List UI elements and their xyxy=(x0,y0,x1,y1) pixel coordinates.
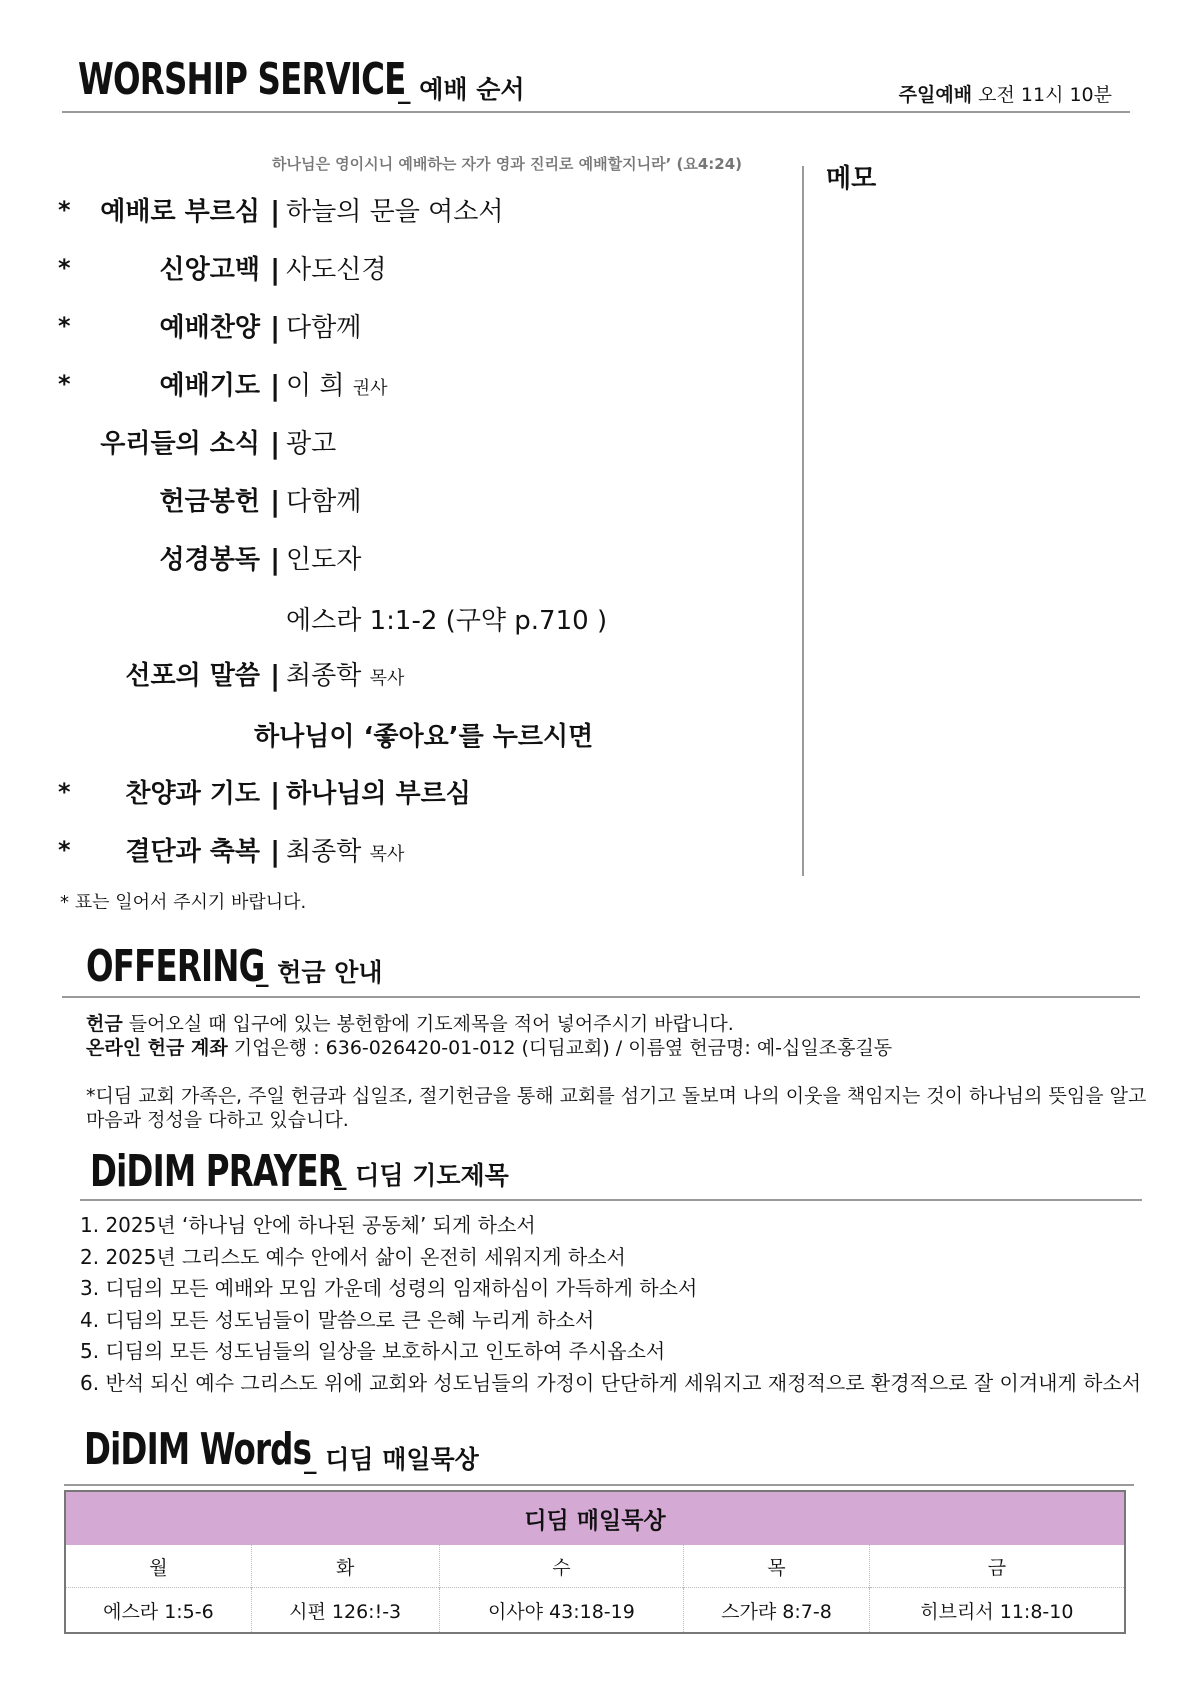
offering-account xyxy=(86,1036,892,1060)
order-separator: | xyxy=(270,835,281,868)
order-value-text: 최종학 xyxy=(286,837,362,867)
order-label: 찬양과 기도 xyxy=(125,779,260,809)
day-header: 목 xyxy=(684,1545,870,1588)
stand-marker: * xyxy=(58,312,71,340)
stand-marker: * xyxy=(58,836,71,864)
order-separator: | xyxy=(270,543,281,576)
memo-label: 메모 xyxy=(826,164,877,194)
prayer-rule xyxy=(80,1199,1142,1201)
order-value xyxy=(286,308,361,348)
worship-verse: 하나님은 영이시니 예배하는 자가 영과 진리로 예배할지니라’ (요4:24) xyxy=(272,155,743,173)
offering-subtitle: _ 헌금 안내 xyxy=(256,958,383,987)
order-role: 권사 xyxy=(352,378,388,399)
stand-marker: * xyxy=(58,196,71,224)
order-value-text: 하늘의 문을 여소서 xyxy=(286,197,504,227)
order-value-text: 광고 xyxy=(286,429,337,459)
stand-marker: * xyxy=(58,778,71,806)
table-title: 디딤 매일묵상 xyxy=(65,1491,1125,1545)
order-value xyxy=(286,656,404,699)
prayer-item: 4. 디딤의 모든 성도님들이 말씀으로 큰 은혜 누리게 하소서 xyxy=(80,1307,595,1332)
offering-title: OFFERING xyxy=(86,941,265,992)
prayer-item: 3. 디딤의 모든 예배와 모임 가운데 성령의 임재하심이 가득하게 하소서 xyxy=(80,1276,698,1300)
order-row xyxy=(0,540,800,580)
order-row xyxy=(0,482,800,522)
order-separator: | xyxy=(270,777,281,810)
offering-instruction xyxy=(86,1012,734,1036)
order-value-text: 사도신경 xyxy=(286,255,387,285)
order-value xyxy=(286,540,361,580)
day-reference: 이사야 43:18-19 xyxy=(439,1588,684,1634)
order-row xyxy=(0,366,800,406)
order-separator: | xyxy=(270,253,281,286)
words-title: DiDIM Words xyxy=(84,1424,312,1475)
order-label: 예배로 부르심 xyxy=(100,197,260,227)
prayer-subtitle: _ 디딤 기도제목 xyxy=(334,1161,509,1190)
order-row xyxy=(0,308,800,348)
order-row xyxy=(0,424,800,464)
order-label: 신앙고백 xyxy=(159,255,260,285)
order-row xyxy=(0,832,800,872)
daily-meditation-table xyxy=(64,1490,1126,1634)
offering-rule xyxy=(62,996,1140,998)
order-label: 선포의 말씀 xyxy=(125,661,260,691)
order-row-sermon xyxy=(0,656,800,696)
order-label: 헌금봉헌 xyxy=(159,487,260,517)
offering-label: 헌금 xyxy=(86,1013,123,1035)
order-separator: | xyxy=(270,659,281,692)
service-time xyxy=(899,80,1112,107)
order-value xyxy=(286,424,336,464)
order-value xyxy=(286,482,361,522)
order-separator: | xyxy=(270,311,281,344)
order-value-text: 이 희 xyxy=(286,371,345,401)
prayer-title: DiDIM PRAYER xyxy=(90,1146,342,1197)
order-label: 결단과 축복 xyxy=(125,837,260,867)
order-value-text: 하나님의 부르심 xyxy=(286,779,471,809)
prayer-item: 2. 2025년 그리스도 예수 안에서 삶이 온전히 세워지게 하소서 xyxy=(80,1244,626,1269)
order-value xyxy=(286,366,388,409)
refs-row xyxy=(65,1588,1125,1634)
order-value-text: 다함께 xyxy=(286,487,362,517)
preacher-name: 최종학 xyxy=(286,661,362,691)
order-separator: | xyxy=(270,485,281,518)
order-value xyxy=(286,832,404,875)
order-row xyxy=(0,774,800,814)
account-label: 온라인 헌금 계좌 xyxy=(86,1037,228,1059)
order-row xyxy=(0,250,800,290)
order-row xyxy=(0,192,800,232)
offering-note-line2: 마음과 정성을 다하고 있습니다. xyxy=(86,1109,349,1131)
prayer-item: 5. 디딤의 모든 성도님들의 일상을 보호하시고 인도하여 주시옵소서 xyxy=(80,1339,666,1363)
prayer-list xyxy=(80,1210,1141,1399)
day-header: 화 xyxy=(251,1545,439,1588)
order-separator: | xyxy=(270,369,281,402)
order-value xyxy=(286,250,386,290)
stand-marker: * xyxy=(58,254,71,282)
day-reference: 스가랴 8:7-8 xyxy=(684,1588,870,1634)
stand-marker: * xyxy=(58,370,71,398)
service-time-value: 오전 11시 10분 xyxy=(978,84,1112,106)
worship-subtitle: _ 예배 순서 xyxy=(398,75,525,104)
order-separator: | xyxy=(270,195,281,228)
service-time-label: 주일예배 xyxy=(898,84,973,106)
prayer-item: 6. 반석 되신 예수 그리스도 위에 교회와 성도님들의 가정이 단단하게 세워지고 재정적으로 환경적으로 잘 이겨내게 하소서 xyxy=(80,1370,1142,1395)
sermon-title: 하나님이 ‘좋아요’를 누르시면 xyxy=(254,722,594,752)
offering-instruction-text: 들어오실 때 입구에 있는 봉헌함에 기도제목을 적어 넣어주시기 바랍니다. xyxy=(122,1013,734,1035)
memo-divider xyxy=(802,166,804,876)
words-rule xyxy=(64,1484,1134,1486)
order-separator: | xyxy=(270,427,281,460)
scripture-reference: 에스라 1:1-2 (구약 p.710 ) xyxy=(286,606,608,636)
order-value xyxy=(286,774,471,814)
worship-rule xyxy=(62,111,1130,113)
order-label: 예배찬양 xyxy=(159,313,260,343)
day-header: 월 xyxy=(65,1545,251,1588)
day-reference: 에스라 1:5-6 xyxy=(65,1588,251,1634)
day-header: 금 xyxy=(869,1545,1125,1588)
order-label: 예배기도 xyxy=(159,371,260,401)
order-value xyxy=(286,192,503,232)
day-reference: 시편 126:!-3 xyxy=(251,1588,439,1634)
order-value-text: 인도자 xyxy=(286,545,362,575)
days-row xyxy=(65,1545,1125,1588)
worship-title: WORSHIP SERVICE xyxy=(78,54,406,105)
day-reference: 히브리서 11:8-10 xyxy=(869,1588,1125,1634)
order-value-text: 다함께 xyxy=(286,313,362,343)
order-label: 성경봉독 xyxy=(159,545,260,575)
offering-note-line1: *디딤 교회 가족은, 주일 헌금과 십일조, 절기헌금을 통해 교회를 섬기고 돌보며 나의 이웃을 책임지는 것이 하나님의 뜻임을 알고 xyxy=(86,1085,1147,1107)
day-header: 수 xyxy=(439,1545,684,1588)
stand-note: * 표는 일어서 주시기 바랍니다. xyxy=(60,892,307,913)
prayer-item: 1. 2025년 ‘하나님 안에 하나된 공동체’ 되게 하소서 xyxy=(80,1213,536,1237)
account-text: 기업은행 : 636-026420-01-012 (디딤교회) / 이름옆 헌금명: 예-십일조홍길동 xyxy=(227,1037,893,1059)
order-role: 목사 xyxy=(369,844,405,865)
words-subtitle: _ 디딤 매일묵상 xyxy=(304,1445,479,1474)
order-label: 우리들의 소식 xyxy=(100,429,260,459)
preacher-role: 목사 xyxy=(369,668,405,689)
